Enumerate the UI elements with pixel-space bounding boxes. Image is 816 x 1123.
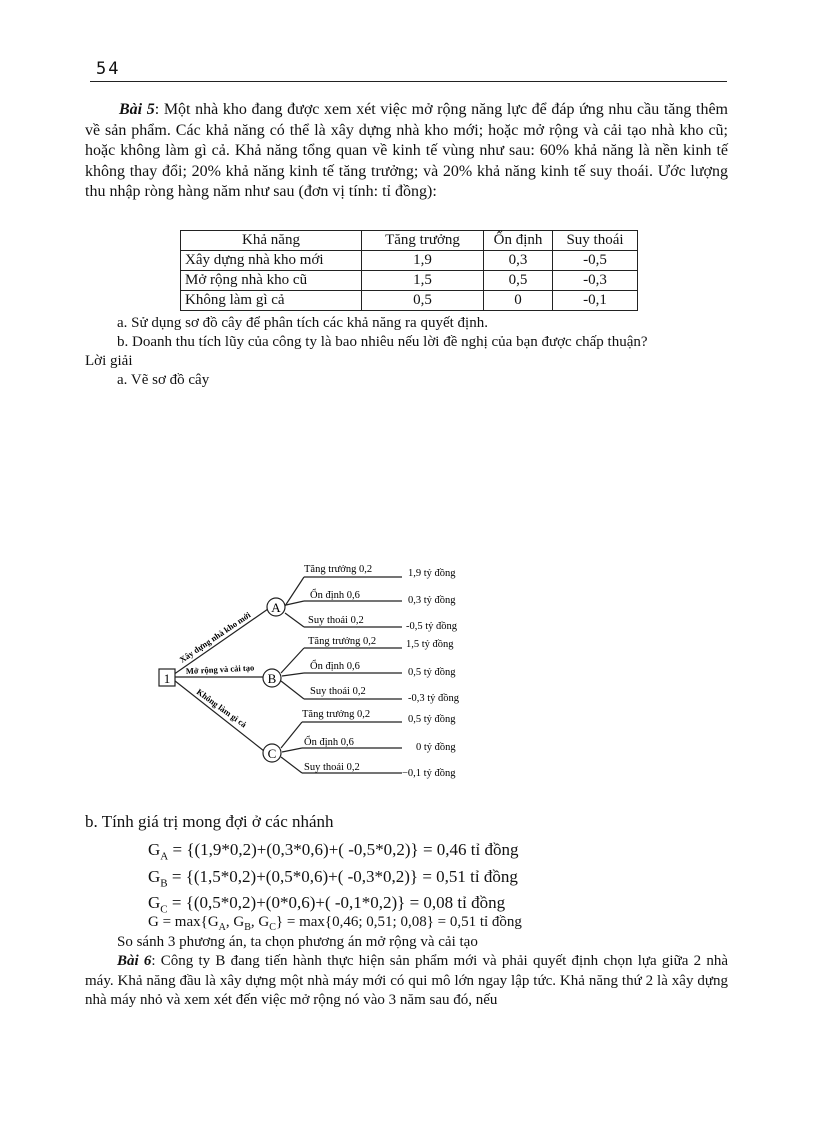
outcome-value: 1,5 tỷ đồng xyxy=(406,639,454,650)
decision-tree xyxy=(150,555,490,795)
question-b: b. Doanh thu tích lũy của công ty là bao nhiêu nếu lời đề nghị của bạn được chấp thuận? xyxy=(117,334,648,350)
bai5-label: Bài 5 xyxy=(119,101,155,118)
equation-ga: $G_A = \{(1,9*0,2)+(0,3*0,6)+$( -0,5*0,2)} = 0,46 tỉ đồng xyxy=(148,840,519,863)
branch-label-a: Xây dựng nhà kho mới xyxy=(177,609,253,665)
bai5-paragraph xyxy=(85,100,728,203)
bai6-text: : Công ty B đang tiến hành thực hiện sản phẩm mới và phải quyết định chọn lựa giữa 2 nhà máy. Khả năng đầu là xây dựng một nhà máy mới có qui mô lớn ngay lập tức. Khả năng thứ 2 là xây dựng nhà máy nhỏ và xem xét đến việc mở rộng nó vào 3 năm sau đó, nếu xyxy=(85,953,728,1008)
outcome-label: Suy thoái 0,2 xyxy=(310,686,366,697)
table-cell: Không làm gì cả xyxy=(181,291,362,311)
step-b: b. Tính giá trị mong đợi ở các nhánh xyxy=(85,812,334,831)
equation-gb-text: = {(1,5*0,2)+(0,5*0,6)+( -0,3*0,2)} = 0,51 tỉ đồng xyxy=(171,867,518,886)
outcome-value: 0,5 tỷ đồng xyxy=(408,714,456,725)
question-a: a. Sử dụng sơ đồ cây để phân tích các khả năng ra quyết định. xyxy=(117,315,488,331)
node-label-c: C xyxy=(267,746,277,761)
bai6-paragraph xyxy=(85,952,728,1011)
outcome-value: 1,9 tỷ đồng xyxy=(408,568,456,579)
header-rule xyxy=(90,81,727,82)
table-row xyxy=(181,251,638,271)
outcome-label: Tăng trưởng 0,2 xyxy=(302,709,371,720)
compare-line: So sánh 3 phương án, ta chọn phương án mở rộng và cải tạo xyxy=(117,934,478,950)
solution-heading: Lời giải xyxy=(85,353,133,369)
equation-gb: $G_B = \{(1,5*0,2)+(0,5*0,6)+$( -0,3*0,2)} = 0,51 tỉ đồng xyxy=(148,867,518,890)
table-header: Ổn định xyxy=(484,231,553,251)
equation-ga-text: = {(1,9*0,2)+(0,3*0,6)+( -0,5*0,2)} = 0,46 tỉ đồng xyxy=(172,840,519,859)
table-cell: 0,5 xyxy=(484,271,553,291)
branch-label-c: Không làm gì cả xyxy=(194,686,249,730)
outcome-value: 0,3 tỷ đồng xyxy=(408,595,456,606)
table-cell: 0 xyxy=(484,291,553,311)
outcome-value: 0 tỷ đồng xyxy=(416,742,456,753)
outcome-value: −0,1 tỷ đồng xyxy=(402,768,456,779)
page-number: 54 xyxy=(96,59,121,79)
outcome-label: Suy thoái 0,2 xyxy=(304,762,360,773)
outcome-label: Ổn định 0,6 xyxy=(310,590,360,601)
outcome-label: Ổn định 0,6 xyxy=(304,737,354,748)
equation-gc: $G_C = \{(0,5*0,2)+(0*0,6)+$( -0,1*0,2)} = 0,08 tỉ đồng xyxy=(148,893,506,916)
table-cell: Xây dựng nhà kho mới xyxy=(181,251,362,271)
table-cell: Mở rộng nhà kho cũ xyxy=(181,271,362,291)
outcome-value: 0,5 tỷ đồng xyxy=(408,667,456,678)
outcome-label: Suy thoái 0,2 xyxy=(308,615,364,626)
branch-line-c xyxy=(170,677,264,751)
bai6-label: Bài 6 xyxy=(117,953,152,969)
table-header: Suy thoái xyxy=(553,231,638,251)
table-header: Khả năng xyxy=(181,231,362,251)
options-table xyxy=(180,230,638,311)
outcome-value: -0,3 tỷ đồng xyxy=(408,693,460,704)
table-cell: 0,3 xyxy=(484,251,553,271)
table-row xyxy=(181,291,638,311)
bai5-text: : Một nhà kho đang được xem xét việc mở rộng năng lực để đáp ứng nhu cầu tăng thêm về sản phẩm. Các khả năng có thể là xây dựng nhà kho mới; hoặc mở rộng và cải tạo nhà kho cũ; hoặc không làm gì cả. Khả năng tổng quan về kinh tế vùng như sau: 60% khả năng là nền kinh tế không thay đổi; 20% khả năng kinh tế tăng trưởng; và 20% khả năng kinh tế suy thoái. Ước lượng thu nhập ròng hàng năm như sau (đơn vị tính: tỉ đồng): xyxy=(85,101,729,200)
table-cell: -0,3 xyxy=(553,271,638,291)
table-header: Tăng trưởng xyxy=(362,231,484,251)
equation-gc-text: = {(0,5*0,2)+(0*0,6)+( -0,1*0,2)} = 0,08 tỉ đồng xyxy=(171,893,506,912)
branch-label-b: Mở rộng và cải tạo xyxy=(185,662,255,676)
outcome-label: Ổn định 0,6 xyxy=(310,661,360,672)
outcome-label: Tăng trưởng 0,2 xyxy=(308,636,377,647)
table-cell: 1,5 xyxy=(362,271,484,291)
table-cell: -0,1 xyxy=(553,291,638,311)
outcome-value: -0,5 tỷ đồng xyxy=(406,621,458,632)
table-header-row xyxy=(181,231,638,251)
step-a: a. Vẽ sơ đồ cây xyxy=(117,372,210,388)
node-label-a: A xyxy=(271,600,281,615)
equation-gmax-text: } = max{0,46; 0,51; 0,08} = 0,51 tỉ đồng xyxy=(275,914,522,930)
equation-gmax: $G = \max\{G_A$, $G_B$, $G_C\} = \max\{0,46$; 0,51; 0,08} = 0,51 tỉ đồng xyxy=(148,914,522,933)
outcome-label: Tăng trưởng 0,2 xyxy=(304,564,373,575)
table-row xyxy=(181,271,638,291)
decision-node-label: 1 xyxy=(163,671,171,686)
table-cell: 1,9 xyxy=(362,251,484,271)
node-label-b: B xyxy=(267,671,277,686)
table-cell: -0,5 xyxy=(553,251,638,271)
table-cell: 0,5 xyxy=(362,291,484,311)
